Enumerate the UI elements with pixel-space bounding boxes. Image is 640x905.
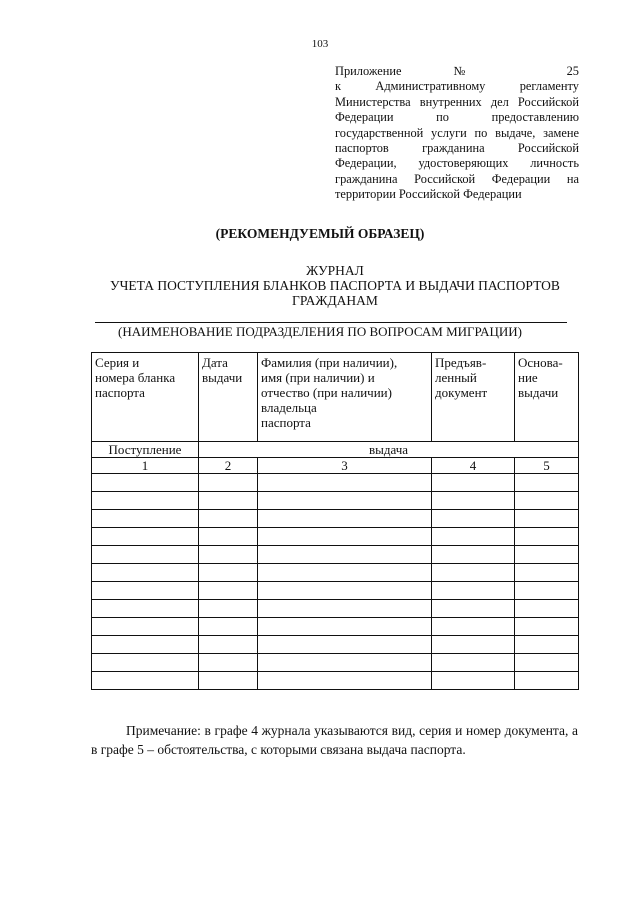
- header-text: отчество (при наличии): [261, 385, 392, 400]
- journal-title-line: ЖУРНАЛ: [306, 263, 364, 278]
- table-row: [92, 636, 579, 654]
- table-cell: [199, 582, 258, 600]
- header-text: номера бланка: [95, 370, 176, 385]
- table-cell: [432, 672, 515, 690]
- table-cell: [515, 564, 579, 582]
- table-cell: [432, 474, 515, 492]
- recommended-sample-label: (РЕКОМЕНДУЕМЫЙ ОБРАЗЕЦ): [215, 226, 425, 241]
- table-cell: [432, 546, 515, 564]
- table-cell: [515, 510, 579, 528]
- department-fill-line: [95, 322, 567, 323]
- appendix-line: Министерства внутренних дел Российской: [335, 94, 579, 109]
- header-text: Основа-: [518, 355, 563, 370]
- table-cell: [199, 636, 258, 654]
- table-row: [92, 546, 579, 564]
- table-cell: [515, 492, 579, 510]
- table-cell: [199, 672, 258, 690]
- table-cell: [258, 546, 432, 564]
- table-cell: [515, 474, 579, 492]
- table-cell: [258, 600, 432, 618]
- table-cell: [92, 636, 199, 654]
- header-text: выдачи: [202, 370, 243, 385]
- table-cell: [515, 528, 579, 546]
- table-cell: [199, 510, 258, 528]
- header-text: паспорта: [261, 415, 311, 430]
- table-cell: [199, 600, 258, 618]
- table-cell: [92, 654, 199, 672]
- journal-table: [91, 352, 579, 690]
- table-cell: [92, 672, 199, 690]
- table-cell: [199, 654, 258, 672]
- table-cell: [258, 564, 432, 582]
- table-column-numbers-row: [92, 458, 579, 474]
- table-cell: [432, 492, 515, 510]
- table-cell: [258, 618, 432, 636]
- journal-title: [100, 263, 570, 308]
- column-number: 5: [515, 458, 579, 474]
- table-cell: [199, 528, 258, 546]
- appendix-line: паспортов гражданина Российской: [335, 141, 579, 156]
- table-cell: [199, 474, 258, 492]
- appendix-line: Приложение № 25: [335, 64, 579, 78]
- table-cell: [515, 672, 579, 690]
- column-number: 1: [92, 458, 199, 474]
- table-row: [92, 654, 579, 672]
- group-issue: выдача: [199, 442, 579, 458]
- department-caption: (НАИМЕНОВАНИЕ ПОДРАЗДЕЛЕНИЯ ПО ВОПРОСАМ МИГРАЦИИ): [118, 324, 522, 339]
- column-number: 4: [432, 458, 515, 474]
- header-text: выдачи: [518, 385, 559, 400]
- table-row: [92, 528, 579, 546]
- page-number: 103: [311, 38, 329, 50]
- table-cell: [515, 654, 579, 672]
- header-text: имя (при наличии) и: [261, 370, 375, 385]
- table-cell: [92, 546, 199, 564]
- table-row: [92, 474, 579, 492]
- table-header-row: [92, 353, 579, 442]
- table-cell: [432, 600, 515, 618]
- table-cell: [92, 510, 199, 528]
- header-text: владельца: [261, 400, 317, 415]
- header-text: ленный: [435, 370, 477, 385]
- table-cell: [515, 546, 579, 564]
- table-row: [92, 618, 579, 636]
- table-cell: [432, 564, 515, 582]
- header-text: документ: [435, 385, 488, 400]
- appendix-line: гражданина Российской Федерации на: [335, 171, 579, 186]
- table-cell: [432, 618, 515, 636]
- table-row: [92, 672, 579, 690]
- footnote: Примечание: в графе 4 журнала указываются вид, серия и номер документа, а в графе 5 – обстоятельства, с которыми связана выдача паспорта.: [91, 723, 578, 757]
- table-blank-rows: [92, 474, 579, 690]
- appendix-block: [335, 64, 579, 203]
- appendix-line: Федерации по предоставлению: [335, 110, 579, 125]
- header-issue-date: [199, 353, 258, 442]
- table-cell: [432, 510, 515, 528]
- appendix-line: к Административному регламенту: [335, 79, 579, 94]
- table-cell: [258, 510, 432, 528]
- header-text: Фамилия (при наличии),: [261, 355, 398, 370]
- table-group-row: [92, 442, 579, 458]
- table-cell: [515, 582, 579, 600]
- header-text: Дата: [202, 355, 228, 370]
- table-cell: [258, 528, 432, 546]
- table-cell: [258, 474, 432, 492]
- column-number: 3: [258, 458, 432, 474]
- table-cell: [92, 582, 199, 600]
- table-cell: [92, 492, 199, 510]
- table-cell: [515, 636, 579, 654]
- table-cell: [258, 492, 432, 510]
- table-cell: [258, 672, 432, 690]
- header-presented-document: [432, 353, 515, 442]
- table-cell: [92, 564, 199, 582]
- table-cell: [92, 600, 199, 618]
- table-cell: [432, 654, 515, 672]
- table-cell: [432, 582, 515, 600]
- table-cell: [515, 600, 579, 618]
- header-text: паспорта: [95, 385, 145, 400]
- table-cell: [199, 546, 258, 564]
- table-row: [92, 600, 579, 618]
- appendix-line: государственной услуги по выдаче, замене: [335, 125, 579, 140]
- header-owner-name: [258, 353, 432, 442]
- header-text: ние: [518, 370, 538, 385]
- header-blank-series: [92, 353, 199, 442]
- table-cell: [432, 636, 515, 654]
- appendix-line: территории Российской Федерации: [335, 187, 522, 202]
- group-receipt: Поступление: [92, 442, 199, 458]
- appendix-line: Федерации, удостоверяющих личность: [335, 156, 579, 171]
- header-text: Серия и: [95, 355, 140, 370]
- header-issue-basis: [515, 353, 579, 442]
- table-cell: [258, 654, 432, 672]
- table-cell: [199, 564, 258, 582]
- table-cell: [92, 528, 199, 546]
- table-cell: [92, 618, 199, 636]
- table-row: [92, 492, 579, 510]
- table-cell: [258, 636, 432, 654]
- table-cell: [199, 618, 258, 636]
- table-cell: [199, 492, 258, 510]
- journal-title-line: УЧЕТА ПОСТУПЛЕНИЯ БЛАНКОВ ПАСПОРТА И ВЫДАЧИ ПАСПОРТОВ: [110, 278, 560, 293]
- table-cell: [258, 582, 432, 600]
- table-cell: [432, 528, 515, 546]
- journal-title-line: ГРАЖДАНАМ: [292, 293, 378, 308]
- table-row: [92, 582, 579, 600]
- table-cell: [515, 618, 579, 636]
- table-row: [92, 510, 579, 528]
- table-cell: [92, 474, 199, 492]
- header-text: Предъяв-: [435, 355, 487, 370]
- table-row: [92, 564, 579, 582]
- column-number: 2: [199, 458, 258, 474]
